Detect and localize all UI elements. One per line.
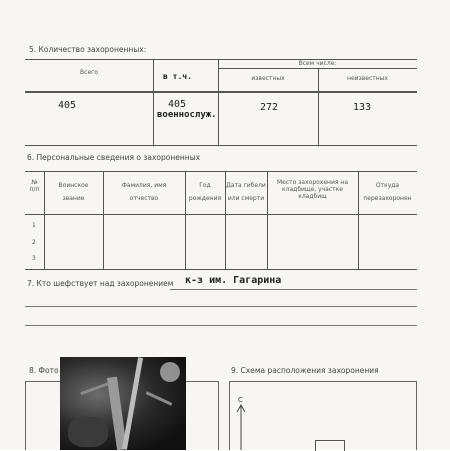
north-label: С (238, 396, 243, 404)
section-7-underline (170, 289, 417, 290)
table6-header-place: Место захорохения на кладбище, участке кладбищ (277, 179, 348, 200)
table5-header-known: известных (251, 75, 285, 82)
table5-header-bottom (25, 91, 417, 93)
table6-row-num: 3 (32, 255, 36, 262)
section-6-title: 6. Персональные сведения о захороненных (27, 153, 201, 162)
table5-bottom-border (25, 145, 417, 146)
burial-site-marker (315, 440, 345, 451)
table5-header-unknown: неизвестных (347, 75, 388, 82)
table6-header-death: Дата гибели или смерти (226, 182, 266, 202)
patron-value: к-з им. Гагарина (185, 275, 282, 286)
table6-bottom-border (25, 269, 417, 270)
incl-count: 405 (168, 99, 187, 110)
section-7-line-3 (25, 325, 417, 326)
section-7-line-2 (25, 306, 417, 307)
table6-header-year: Год рождения (188, 182, 222, 202)
known-count: 272 (260, 102, 279, 113)
table5-top-border (25, 59, 417, 60)
section-9-top-border (229, 381, 417, 382)
table5-header-of-them: Всем числе: (298, 60, 337, 67)
table5-divider-1 (153, 59, 154, 145)
section-8-left-border (25, 381, 26, 450)
table6-header-origin: Откуда перезахоронен (363, 182, 412, 202)
table5-header-incl: в т.ч. (163, 72, 192, 81)
section-7-title: 7. Кто шефствует над захоронением (27, 279, 174, 288)
section-8-title: 8. Фото (29, 366, 59, 375)
table6-header-rank: Воинское звание (58, 182, 89, 202)
table5-divider-2 (218, 59, 219, 145)
table6-row-num: 1 (32, 222, 36, 229)
section-9-right-border (416, 381, 417, 450)
section-9-title: 9. Схема расположения захоронения (231, 366, 379, 375)
table6-row-num: 2 (32, 239, 36, 246)
table6-header-name: Фамилия, имя отчество (121, 182, 167, 202)
section-9-left-border (229, 381, 230, 450)
memorial-photo (60, 357, 186, 450)
section-8-right-border (218, 381, 219, 450)
north-arrow-icon (234, 403, 248, 450)
unknown-count: 133 (353, 102, 372, 113)
total-count: 405 (58, 100, 77, 111)
table5-header-total: Всего (80, 69, 98, 76)
section-5-title: 5. Количество захороненных: (29, 45, 147, 54)
table6-header-num: № п/п (29, 179, 40, 193)
incl-label: военнослуж. (157, 110, 217, 120)
